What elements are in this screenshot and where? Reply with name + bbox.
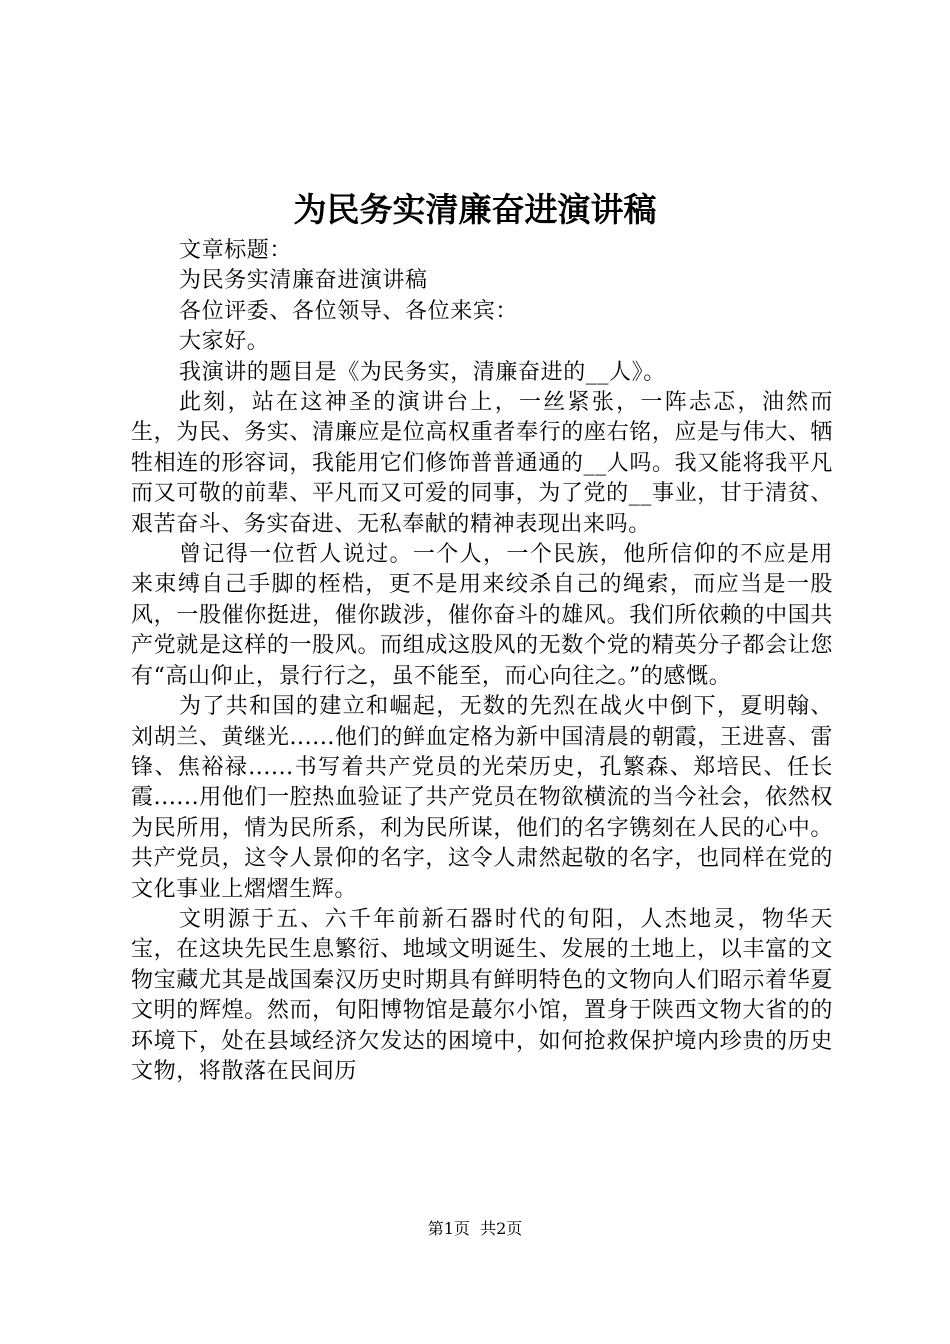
page-footer [0, 1218, 950, 1240]
page-number: 第1页 [427, 1219, 470, 1238]
paragraph-speech-topic: 我演讲的题目是《为民务实，清廉奋进的__人》。 [179, 359, 666, 385]
paragraph-article-title: 为民务实清廉奋进演讲稿 [179, 268, 428, 294]
paragraph-body: 此刻，站在这神圣的演讲台上，一丝紧张，一阵忐忑，油然而生，为民、务实、清廉应是位高权重者奉行的座右铭，应是与伟大、牺牲相连的形容词，我能用它们修饰普普通通的__人吗。我又能将我平凡而又可敬的前辈、平凡而又可爱的同事，为了党的__事业，甘于清贫、艰苦奋斗、务实奋进、无私奉献的精神表现出来吗。 [131, 390, 833, 537]
paragraph-article-title-label: 文章标题： [179, 238, 293, 263]
paragraph-body: 为了共和国的建立和崛起，无数的先烈在战火中倒下，夏明翰、刘胡兰、黄继光......他们的鲜血定格为新中国清晨的朝霞，王进喜、雷锋、焦裕禄......书写着共产党员的光荣历史，孔繁森、郑培民、任长霞......用他们一腔热血验证了共产党员在物欲横流的当今社会，依然权为民所用，情为民所系，利为民所谋，他们的名字镌刻在人民的心中。共产党员，这令人景仰的名字，这令人肃然起敬的名字，也同样在党的文化事业上熠熠生辉。 [131, 694, 833, 902]
paragraph-body: 曾记得一位哲人说过。一个人，一个民族，他所信仰的不应是用来束缚自己手脚的桎梏，更不是用来绞杀自己的绳索，而应当是一股风，一股催你挺进，催你跋涉，催你奋斗的雄风。我们所依赖的中国共产党就是这样的一股风。而组成这股风的无数个党的精英分子都会让您有“高山仰止，景行行之，虽不能至，而心向往之。”的感慨。 [131, 542, 833, 689]
paragraph-greeting: 大家好。 [179, 329, 270, 355]
paragraph-salutation: 各位评委、各位领导、各位来宾： [179, 298, 519, 324]
document-body [131, 236, 833, 1087]
document-title: 为民务实清廉奋进演讲稿 [293, 190, 657, 229]
page-total: 共2页 [480, 1219, 523, 1238]
paragraph-body: 文明源于五、六千年前新石器时代的旬阳，人杰地灵，物华天宝，在这块先民生息繁衍、地域文明诞生、发展的土地上，以丰富的文物宝藏尤其是战国秦汉历史时期具有鲜明特色的文物向人们昭示着华夏文明的辉煌。然而，旬阳博物馆是蕞尔小馆，置身于陕西文物大省的的环境下，处在县域经济欠发达的困境中，如何抢救保护境内珍贵的历史文物，将散落在民间历 [131, 906, 833, 1084]
